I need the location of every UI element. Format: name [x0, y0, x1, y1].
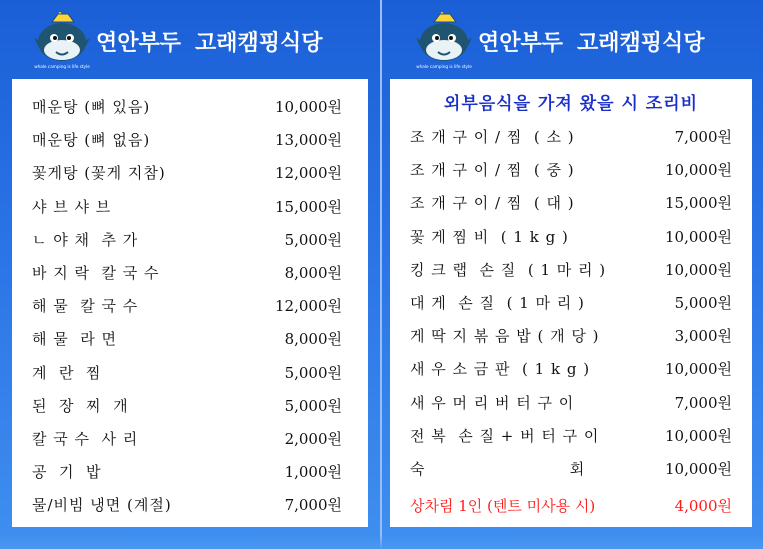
bottom-band — [0, 535, 763, 549]
menu-item-name: 조 개 구 이 / 찜 ( 대 ) — [410, 194, 575, 213]
menu-row — [12, 255, 368, 288]
menu-row — [390, 119, 752, 152]
menu-row — [390, 252, 752, 285]
table-charge-row — [390, 488, 752, 521]
table-charge-label: 상차림 1인 (텐트 미사용 시) — [410, 497, 596, 516]
menu-item-name: 새 우 머 리 버 터 구 이 — [410, 393, 575, 412]
menu-item-price: 8,000원 — [284, 264, 342, 282]
menu-item-price: 15,000원 — [665, 194, 732, 213]
right-header — [382, 8, 763, 74]
menu-item-name: 공 기 밥 — [32, 463, 102, 482]
menu-row — [390, 285, 752, 318]
menu-row — [12, 222, 368, 255]
restaurant-title — [478, 26, 705, 57]
menu-item-name: 해 물 라 면 — [32, 330, 118, 349]
menu-item-name: 매운탕 (뼈 없음) — [32, 131, 151, 150]
menu-item-price: 1,000원 — [284, 463, 342, 482]
menu-row — [390, 152, 752, 185]
menu-item-name: 물/비빔 냉면 (계절) — [32, 496, 172, 515]
whale-logo-icon — [34, 12, 90, 70]
menu-row — [390, 351, 752, 384]
brand-label: 연안부두 — [96, 31, 182, 56]
menu-item-price: 10,000원 — [665, 426, 732, 445]
menu-row — [12, 487, 368, 520]
cooking-fee-card — [390, 79, 752, 527]
menu-item-name: 대 게 손 질 ( 1 마 리 ) — [410, 294, 585, 312]
cooking-fee-notice: 외부음식을 가져 왔을 시 조리비 — [443, 94, 699, 114]
menu-row — [390, 451, 752, 484]
menu-row — [12, 189, 368, 222]
restaurant-name: 고래캠핑식당 — [195, 31, 323, 56]
menu-item-name: 숙 회 — [410, 460, 586, 478]
menu-row — [12, 355, 368, 388]
menu-item-price: 15,000원 — [275, 197, 342, 216]
restaurant-title — [96, 26, 323, 57]
menu-item-price: 12,000원 — [275, 297, 342, 316]
menu-item-name: 킹 크 랩 손 질 ( 1 마 리 ) — [410, 260, 607, 279]
menu-item-name: 꽃게탕 (꽃게 지참) — [32, 164, 166, 183]
menu-row — [12, 89, 368, 122]
menu-row — [12, 388, 368, 421]
menu-row — [12, 288, 368, 321]
logo-caption: whale camping is life style — [416, 64, 472, 69]
menu-row — [12, 122, 368, 155]
menu-item-name: 계 란 찜 — [32, 363, 102, 382]
menu-item-price: 5,000원 — [674, 294, 732, 312]
menu-item-price: 5,000원 — [284, 363, 342, 382]
menu-item-price: 5,000원 — [284, 230, 342, 249]
menu-row — [12, 421, 368, 454]
table-charge-price: 4,000원 — [674, 497, 732, 516]
menu-item-price: 13,000원 — [275, 131, 342, 150]
menu-item-name: 샤 브 샤 브 — [32, 197, 112, 216]
menu-row — [390, 185, 752, 218]
menu-item-price: 12,000원 — [275, 164, 342, 183]
menu-item-name: 매운탕 (뼈 있음) — [32, 98, 151, 116]
menu-item-price: 10,000원 — [665, 260, 732, 279]
menu-item-price: 2,000원 — [284, 430, 342, 448]
menu-row — [390, 219, 752, 252]
left-panel — [0, 0, 381, 549]
menu-item-price: 10,000원 — [665, 360, 732, 379]
menu-row — [12, 155, 368, 188]
menu-item-price: 3,000원 — [674, 327, 732, 346]
brand-label: 연안부두 — [478, 31, 564, 56]
menu-item-name: 칼 국 수 사 리 — [32, 430, 139, 448]
left-header — [0, 8, 381, 74]
menu-row — [390, 418, 752, 451]
menu-item-price: 10,000원 — [665, 227, 732, 246]
menu-item-price: 5,000원 — [284, 396, 342, 415]
menu-item-name: 새 우 소 금 판 ( 1 k g ) — [410, 360, 591, 379]
menu-item-name: 게 딱 지 볶 음 밥 ( 개 당 ) — [410, 327, 600, 346]
whale-logo-icon — [416, 12, 472, 70]
menu-item-price: 7,000원 — [674, 128, 732, 146]
menu-item-name: 바 지 락 칼 국 수 — [32, 264, 160, 282]
menu-item-name: 해 물 칼 국 수 — [32, 297, 139, 316]
menu-item-name: ㄴ 야 채 추 가 — [32, 230, 139, 249]
logo-caption: whale camping is life style — [34, 64, 90, 69]
menu-item-price: 8,000원 — [284, 330, 342, 349]
menu-row — [12, 321, 368, 354]
menu-item-name: 전 복 손 질 + 버 터 구 이 — [410, 426, 600, 445]
menu-item-price: 10,000원 — [275, 98, 342, 116]
menu-item-price: 7,000원 — [284, 496, 342, 515]
menu-item-name: 꽃 게 찜 비 ( 1 k g ) — [410, 227, 569, 246]
menu-row — [390, 318, 752, 351]
menu-item-price: 7,000원 — [674, 393, 732, 412]
main-menu-card — [12, 79, 368, 527]
menu-item-price: 10,000원 — [665, 460, 732, 478]
menu-row — [390, 385, 752, 418]
restaurant-name: 고래캠핑식당 — [577, 31, 705, 56]
menu-item-name: 된 장 찌 개 — [32, 396, 129, 415]
menu-item-name: 조 개 구 이 / 찜 ( 중 ) — [410, 161, 575, 180]
menu-item-price: 10,000원 — [665, 161, 732, 180]
menu-row — [12, 454, 368, 487]
right-panel — [382, 0, 763, 549]
menu-item-name: 조 개 구 이 / 찜 ( 소 ) — [410, 128, 575, 146]
